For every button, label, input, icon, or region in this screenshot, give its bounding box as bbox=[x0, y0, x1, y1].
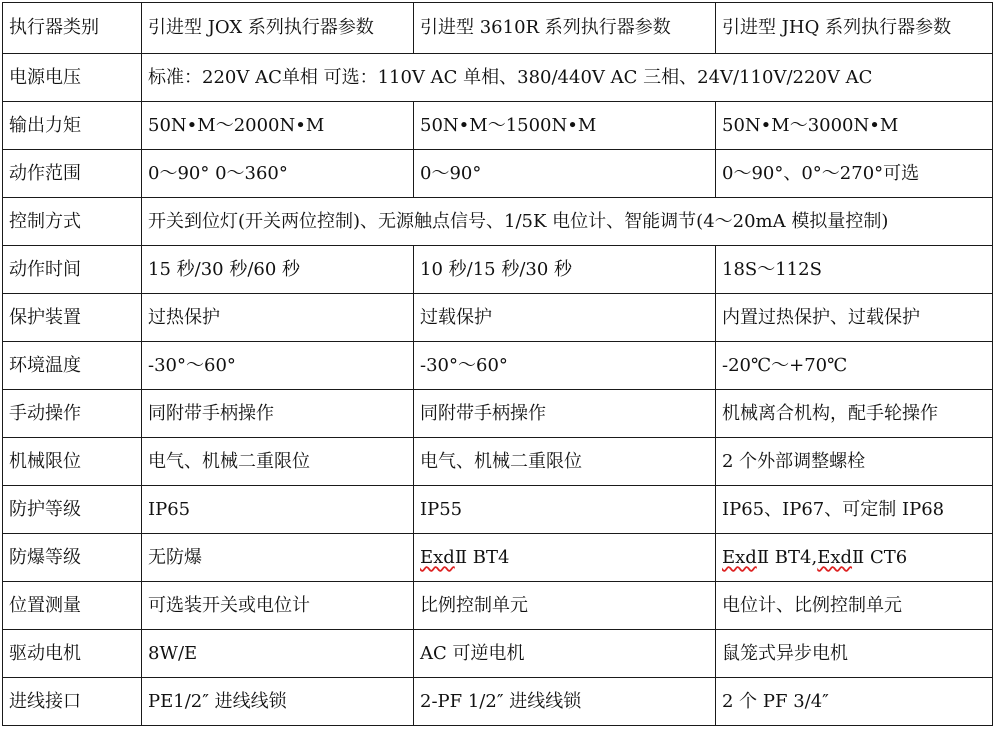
row-label: 防爆等级 bbox=[3, 534, 142, 582]
table-cell: 无防爆 bbox=[142, 534, 414, 582]
table-cell: IP65 bbox=[142, 486, 414, 534]
table-cell: IP65、IP67、可定制 IP68 bbox=[716, 486, 993, 534]
row-label: 机械限位 bbox=[3, 438, 142, 486]
table-cell: 18S～112S bbox=[716, 246, 993, 294]
spec-table bbox=[2, 2, 993, 726]
row-label: 输出力矩 bbox=[3, 102, 142, 150]
row-label: 手动操作 bbox=[3, 390, 142, 438]
row-label: 进线接口 bbox=[3, 678, 142, 726]
table-cell: 比例控制单元 bbox=[414, 582, 716, 630]
table-row-torque bbox=[3, 102, 993, 150]
table-cell bbox=[716, 534, 993, 582]
table-cell: 0～90° 0～360° bbox=[142, 150, 414, 198]
row-label: 电源电压 bbox=[3, 54, 142, 102]
row-label: 动作时间 bbox=[3, 246, 142, 294]
power-value-cell: 标准：220V AC单相 可选：110V AC 单相、380/440V AC 三相、24V/110V/220V AC bbox=[142, 54, 993, 102]
table-cell: 同附带手柄操作 bbox=[142, 390, 414, 438]
table-cell: 可选装开关或电位计 bbox=[142, 582, 414, 630]
table-row-control bbox=[3, 198, 993, 246]
row-label: 防护等级 bbox=[3, 486, 142, 534]
table-row-limit bbox=[3, 438, 993, 486]
table-cell: 机械离合机构，配手轮操作 bbox=[716, 390, 993, 438]
table-row-protection bbox=[3, 294, 993, 342]
row-label: 控制方式 bbox=[3, 198, 142, 246]
row-label: 保护装置 bbox=[3, 294, 142, 342]
table-cell: 电气、机械二重限位 bbox=[414, 438, 716, 486]
table-cell: 2-PF 1/2″ 进线线锁 bbox=[414, 678, 716, 726]
table-cell: 10 秒/15 秒/30 秒 bbox=[414, 246, 716, 294]
table-row-motor bbox=[3, 630, 993, 678]
control-value-cell: 开关到位灯(开关两位控制)、无源触点信号、1/5K 电位计、智能调节(4～20mA 模拟量控制) bbox=[142, 198, 993, 246]
table-cell: 0～90°、0°～270°可选 bbox=[716, 150, 993, 198]
table-cell: 8W/E bbox=[142, 630, 414, 678]
table-cell: 内置过热保护、过载保护 bbox=[716, 294, 993, 342]
table-cell: IP55 bbox=[414, 486, 716, 534]
row-label: 驱动电机 bbox=[3, 630, 142, 678]
header-category-cell: 执行器类别 bbox=[3, 3, 142, 54]
table-cell: -30°～60° bbox=[414, 342, 716, 390]
table-row-explosion bbox=[3, 534, 993, 582]
cell-text: Ⅱ BT4 bbox=[454, 546, 510, 568]
table-row-ip bbox=[3, 486, 993, 534]
table-cell: PE1/2″ 进线线锁 bbox=[142, 678, 414, 726]
cell-text: Ⅱ CT6 bbox=[852, 546, 908, 568]
table-cell: 鼠笼式异步电机 bbox=[716, 630, 993, 678]
row-label: 位置测量 bbox=[3, 582, 142, 630]
table-cell bbox=[414, 534, 716, 582]
table-cell: AC 可逆电机 bbox=[414, 630, 716, 678]
table-cell: 50N•M～3000N•M bbox=[716, 102, 993, 150]
header-3610r-cell: 引进型 3610R 系列执行器参数 bbox=[414, 3, 716, 54]
table-cell: 50N•M～1500N•M bbox=[414, 102, 716, 150]
table-cell: 2 个 PF 3/4″ bbox=[716, 678, 993, 726]
table-cell: 电气、机械二重限位 bbox=[142, 438, 414, 486]
table-row-position bbox=[3, 582, 993, 630]
table-cell: 50N•M～2000N•M bbox=[142, 102, 414, 150]
header-jox-cell: 引进型 JOX 系列执行器参数 bbox=[142, 3, 414, 54]
table-cell: 过载保护 bbox=[414, 294, 716, 342]
table-cell: 同附带手柄操作 bbox=[414, 390, 716, 438]
table-row-range bbox=[3, 150, 993, 198]
row-label: 环境温度 bbox=[3, 342, 142, 390]
spellcheck-word: Exd bbox=[722, 546, 757, 568]
table-row-inlet bbox=[3, 678, 993, 726]
spellcheck-word: Exd bbox=[817, 546, 853, 568]
table-cell: 过热保护 bbox=[142, 294, 414, 342]
table-cell: 2 个外部调整螺栓 bbox=[716, 438, 993, 486]
table-row-power bbox=[3, 54, 993, 102]
row-label: 动作范围 bbox=[3, 150, 142, 198]
table-row-time bbox=[3, 246, 993, 294]
table-cell: -30°～60° bbox=[142, 342, 414, 390]
header-jhq-cell: 引进型 JHQ 系列执行器参数 bbox=[716, 3, 993, 54]
table-row-temperature bbox=[3, 342, 993, 390]
table-cell: 15 秒/30 秒/60 秒 bbox=[142, 246, 414, 294]
cell-text: Ⅱ BT4, bbox=[756, 546, 818, 568]
table-cell: -20℃～+70℃ bbox=[716, 342, 993, 390]
table-cell: 电位计、比例控制单元 bbox=[716, 582, 993, 630]
table-cell: 0～90° bbox=[414, 150, 716, 198]
spellcheck-word: Exd bbox=[420, 546, 455, 568]
table-row-manual bbox=[3, 390, 993, 438]
table-header-row bbox=[3, 3, 993, 54]
